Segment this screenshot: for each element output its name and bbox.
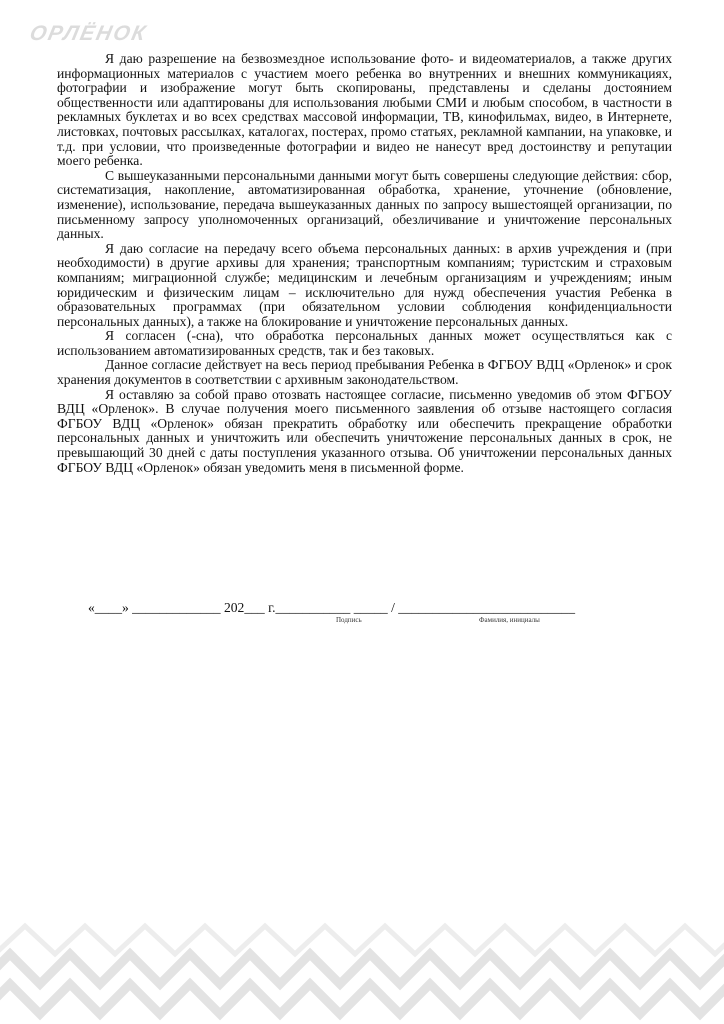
signature-line: «____» _____________ 202___ г.___________ _____ / __________________________ xyxy=(88,600,575,615)
name-caption: Фамилия, инициалы xyxy=(479,616,540,624)
signature-caption: Подпись xyxy=(336,616,362,624)
paragraph-automated-processing: Я согласен (-сна), что обработка персональных данных может осуществляться как с использованием автоматизированных средств, так и без таковых. xyxy=(57,328,672,358)
orlyonok-logo: ОРЛЁНОК xyxy=(27,22,150,45)
footer-ornament xyxy=(0,914,724,1024)
document-body xyxy=(57,52,672,475)
paragraph-consent-period: Данное согласие действует на весь период пребывания Ребенка в ФГБОУ ВДЦ «Орленок» и срок хранения документов в соответствии с архивным законодательством. xyxy=(57,357,672,388)
paragraph-data-actions: С вышеуказанными персональными данными могут быть совершены следующие действия: сбор, систематизация, накопление, автоматизированная обработка, хранение, уточнение (обновление, изменение), использование, передача вышеуказанных данных по запросу вышестоящей организации, по письменному запросу уполномоченных организаций, обезличивание и уничтожение персональных данных. xyxy=(57,167,672,242)
paragraph-data-transfer: Я даю согласие на передачу всего объема персональных данных: в архив учреждения и (при необходимости) в другие архивы для хранения; транспортным компаниям; туристским и страховым компаниям; миграционной службе; медицинским и лечебным организациям и учреждениям; иным юридическим и физическим лицам – исключительно для нужд обеспечения участия Ребенка в образовательных программах (при обязательном условии соблюдения конфиденциальности персональных данных), а также на блокирование и уничтожение персональных данных. xyxy=(57,240,672,329)
paragraph-media-consent: Я даю разрешение на безвозмездное использование фото- и видеоматериалов, а также других информационных материалов с участием моего ребенка во внутренних и внешних коммуникациях, фотографии и изображение могут быть скопированы, представлены и сделаны достоянием общественности или адаптированы для использования любыми СМИ и любым способом, в частности в рекламных буклетах и во всех средствах массовой информации, ТВ, кинофильмах, видео, в Интернете, листовках, почтовых рассылках, каталогах, постерах, промо статьях, рекламной кампании, на упаковке, и т.д. при условии, что произведенные фотографии и видео не нанесут вред достоинству и репутации моего ребенка. xyxy=(57,51,672,169)
paragraph-revocation: Я оставляю за собой право отозвать настоящее согласие, письменно уведомив об этом ФГБОУ ВДЦ «Орленок». В случае получения моего письменного заявления об отзыве настоящего согласия ФГБОУ ВДЦ «Орленок» обязан прекратить обработку или обеспечить прекращение обработки персональных данных и уничтожить или обеспечить уничтожение персональных данных в срок, не превышающий 30 дней с даты поступления указанного отзыва. Об уничтожении персональных данных ФГБОУ ВДЦ «Орленок» обязан уведомить меня в письменной форме. xyxy=(57,386,672,475)
